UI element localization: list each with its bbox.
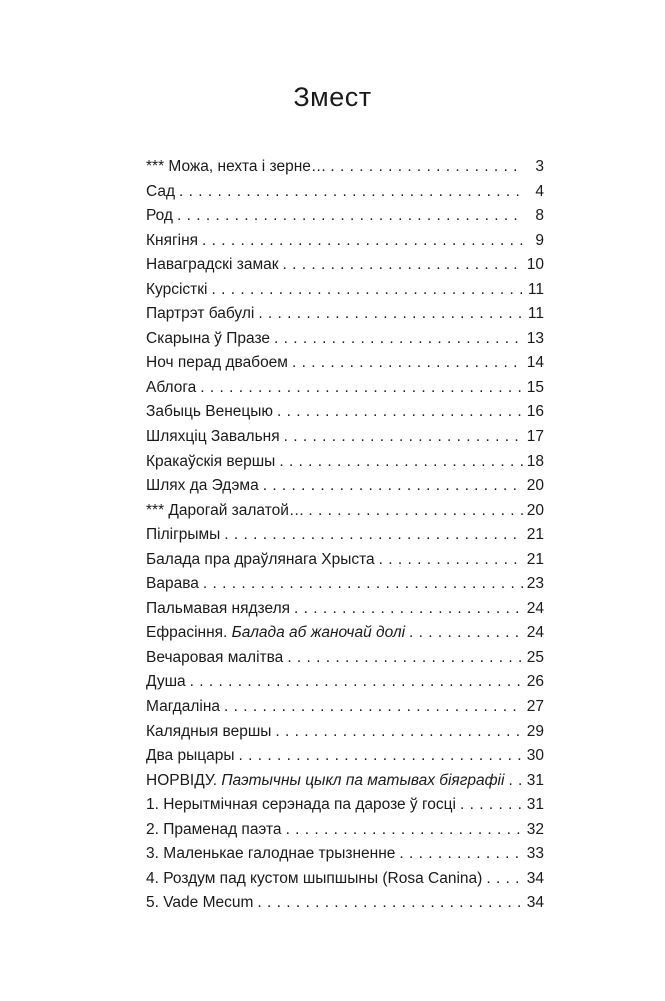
dot-leader	[284, 425, 523, 450]
dot-leader	[460, 793, 523, 818]
toc-entry[interactable]	[146, 278, 544, 303]
toc-entry-title	[146, 425, 280, 450]
toc-entry-page-number: 8	[535, 207, 544, 225]
toc-entry-title	[146, 744, 235, 769]
toc-entry-title	[146, 400, 273, 425]
toc-entry-title-text: Наваградскі замак	[146, 256, 279, 274]
toc-entry-title-text: *** Дарогай залатой…	[146, 501, 305, 519]
toc-entry[interactable]	[146, 425, 544, 450]
dot-leader	[279, 450, 522, 475]
toc-entry[interactable]	[146, 229, 544, 254]
toc-entry-title	[146, 204, 173, 229]
toc-entry[interactable]	[146, 499, 544, 524]
toc-entry[interactable]	[146, 670, 544, 695]
toc-entry-title-text: Княгіня	[146, 231, 199, 249]
toc-entry-page-number: 9	[535, 231, 544, 249]
toc-entry-title-text: Сад	[146, 182, 176, 200]
toc-entry-title-text: Ноч перад двабоем	[146, 354, 288, 372]
toc-entry[interactable]	[146, 180, 544, 205]
toc-entry-page-number: 33	[526, 845, 544, 863]
toc-entry-title	[146, 302, 254, 327]
toc-entry[interactable]	[146, 695, 544, 720]
toc-entry-page-number: 24	[526, 599, 544, 617]
toc-entry-page-number: 11	[527, 305, 544, 323]
toc-entry-page-number: 3	[535, 158, 544, 175]
toc-entry-title	[146, 180, 175, 205]
dot-leader	[258, 302, 524, 327]
toc-entry-title-text: 2. Праменад паэта	[146, 820, 282, 838]
dot-leader	[292, 351, 523, 376]
toc-entry[interactable]	[146, 155, 544, 180]
toc-entry[interactable]	[146, 450, 544, 475]
toc-entry-title-text: Душа	[146, 673, 186, 691]
toc-entry-page-number: 30	[526, 747, 544, 765]
toc-entry-page-number: 32	[526, 820, 544, 838]
dot-leader	[203, 572, 523, 597]
toc-entry-page-number: 25	[526, 648, 544, 666]
toc-entry-title-text: 3. Маленькае галоднае трызненне	[146, 845, 396, 863]
toc-entry-title-text: Скарына ў Празе	[146, 329, 270, 347]
toc-entry-title	[146, 572, 199, 597]
toc-entry-page-number: 13	[526, 329, 544, 347]
dot-leader	[308, 499, 522, 524]
dot-leader	[200, 376, 522, 401]
dot-leader	[409, 621, 523, 646]
toc-entry-title-text: Два рыцары	[146, 747, 235, 765]
toc-entry-page-number: 31	[526, 796, 544, 814]
toc-entry-title-text: 4. Роздум пад кустом шыпшыны (Rosa Canina)	[146, 869, 483, 887]
toc-entry-page-number: 14	[526, 354, 544, 372]
dot-leader	[212, 278, 524, 303]
toc-entry-page-number: 10	[526, 256, 544, 274]
toc-entry-title	[146, 278, 208, 303]
dot-leader	[379, 548, 523, 573]
toc-entry[interactable]	[146, 842, 544, 867]
toc-entry-title-text: Пілігрымы	[146, 526, 221, 544]
toc-entry-page-number: 23	[526, 575, 544, 593]
toc-entry[interactable]	[146, 793, 544, 818]
toc-entry-title	[146, 474, 259, 499]
dot-leader	[287, 646, 522, 671]
dot-leader	[330, 155, 524, 180]
toc-entry-page-number: 20	[526, 477, 544, 495]
toc-entry[interactable]	[146, 572, 544, 597]
toc-entry[interactable]	[146, 769, 544, 794]
toc-entry-title	[146, 818, 282, 843]
dot-leader	[239, 744, 523, 769]
toc-entry[interactable]	[146, 818, 544, 843]
toc-entry[interactable]	[146, 720, 544, 745]
dot-leader	[179, 180, 524, 205]
toc-entry-title	[146, 155, 326, 180]
toc-entry-title	[146, 229, 198, 254]
toc-entry-title	[146, 646, 283, 671]
toc-entry-title	[146, 499, 304, 524]
toc-entry-title	[146, 842, 395, 867]
dot-leader	[275, 720, 522, 745]
toc-entry[interactable]	[146, 621, 544, 646]
toc-entry[interactable]	[146, 474, 544, 499]
toc-entry-title	[146, 548, 375, 573]
toc-entry-title-text: 1. Нерытмічная серэнада па дарозе ў госці	[146, 796, 456, 814]
toc-entry-title	[146, 769, 504, 794]
toc-entry-page-number: 4	[535, 182, 544, 200]
toc-entry-title-text: НОРВІДУ.	[146, 771, 222, 789]
toc-entry-title-text: Калядныя вершы	[146, 722, 272, 740]
toc-entry-subtitle: Паэтычны цыкл па матывах біяграфіі	[221, 771, 505, 789]
toc-entry[interactable]	[146, 891, 544, 916]
dot-leader	[224, 695, 523, 720]
toc-entry-title-text: Партрэт бабулі	[146, 305, 255, 323]
toc-entry-title	[146, 695, 220, 720]
dot-leader	[286, 818, 523, 843]
page-title: Змест	[293, 82, 372, 112]
toc-entry-page-number: 17	[526, 428, 544, 446]
dot-leader	[202, 229, 524, 254]
dot-leader	[399, 842, 522, 867]
toc-entry-title-text: Курсісткі	[146, 280, 208, 298]
toc-entry-title-text: Забыць Венецыю	[146, 403, 274, 421]
toc-entry[interactable]	[146, 376, 544, 401]
dot-leader	[177, 204, 524, 229]
toc-entry-title	[146, 720, 271, 745]
dot-leader	[263, 474, 523, 499]
toc-entry[interactable]	[146, 253, 544, 278]
toc-entry-title-text: Шляхціц Завальня	[146, 428, 280, 446]
toc-entry[interactable]	[146, 204, 544, 229]
toc-entry[interactable]	[146, 646, 544, 671]
toc-entry-page-number: 18	[526, 452, 544, 470]
toc-entry-page-number: 31	[526, 771, 544, 789]
table-of-contents	[146, 155, 544, 916]
toc-entry[interactable]	[146, 523, 544, 548]
toc-entry[interactable]	[146, 302, 544, 327]
toc-entry-page-number: 11	[527, 280, 544, 298]
toc-entry-title-text: Пальмавая нядзеля	[146, 599, 291, 617]
dot-leader	[224, 523, 522, 548]
toc-entry-title-text: Аблога	[146, 378, 197, 396]
toc-entry[interactable]	[146, 400, 544, 425]
toc-entry-page-number: 34	[526, 869, 544, 887]
toc-entry[interactable]	[146, 744, 544, 769]
toc-entry-title-text: Ефрасіння.	[146, 624, 232, 642]
toc-entry-page-number: 21	[526, 526, 544, 544]
toc-entry-title	[146, 253, 279, 278]
toc-entry-title	[146, 621, 405, 646]
toc-entry-title-text: Род	[146, 207, 173, 225]
toc-entry-title-text: 5. Vade Mecum	[146, 894, 254, 912]
toc-entry-title	[146, 376, 196, 401]
toc-entry-page-number: 16	[526, 403, 544, 421]
toc-entry-subtitle: Балада аб жаночай долі	[231, 624, 406, 642]
toc-entry-page-number: 26	[526, 673, 544, 691]
toc-entry-page-number: 27	[526, 698, 544, 716]
toc-entry[interactable]	[146, 597, 544, 622]
toc-entry-title-text: Варава	[146, 575, 199, 593]
dot-leader	[294, 597, 523, 622]
toc-entry-title	[146, 523, 220, 548]
dot-leader	[508, 769, 522, 794]
toc-entry-page-number: 24	[526, 624, 544, 642]
toc-entry-title-text: Магдаліна	[146, 698, 220, 716]
toc-entry-title	[146, 891, 253, 916]
toc-entry-page-number: 29	[526, 722, 544, 740]
toc-entry-page-number: 34	[526, 894, 544, 912]
toc-entry-title	[146, 867, 482, 892]
toc-entry-page-number: 21	[526, 550, 544, 568]
toc-entry-page-number: 15	[526, 378, 544, 396]
toc-entry[interactable]	[146, 548, 544, 573]
dot-leader	[283, 253, 523, 278]
toc-entry-title	[146, 597, 290, 622]
toc-entry-title	[146, 327, 270, 352]
toc-entry-title-text: Вечаровая малітва	[146, 648, 284, 666]
toc-entry-title	[146, 670, 186, 695]
toc-entry-page-number: 20	[526, 501, 544, 519]
dot-leader	[190, 670, 523, 695]
dot-leader	[277, 400, 523, 425]
toc-entry-title	[146, 450, 275, 475]
toc-entry-title	[146, 793, 456, 818]
toc-entry-title-text: Шлях да Эдэма	[146, 477, 259, 495]
dot-leader	[486, 867, 522, 892]
toc-entry-title-text: *** Можа, нехта і зерне…	[146, 158, 327, 175]
toc-entry[interactable]	[146, 867, 544, 892]
toc-entry-title-text: Балада пра драўлянага Хрыста	[146, 550, 375, 568]
toc-entry[interactable]	[146, 327, 544, 352]
toc-entry-title	[146, 351, 288, 376]
dot-leader	[274, 327, 523, 352]
toc-entry-title-text: Кракаўскія вершы	[146, 452, 276, 470]
toc-entry[interactable]	[146, 351, 544, 376]
dot-leader	[257, 891, 522, 916]
